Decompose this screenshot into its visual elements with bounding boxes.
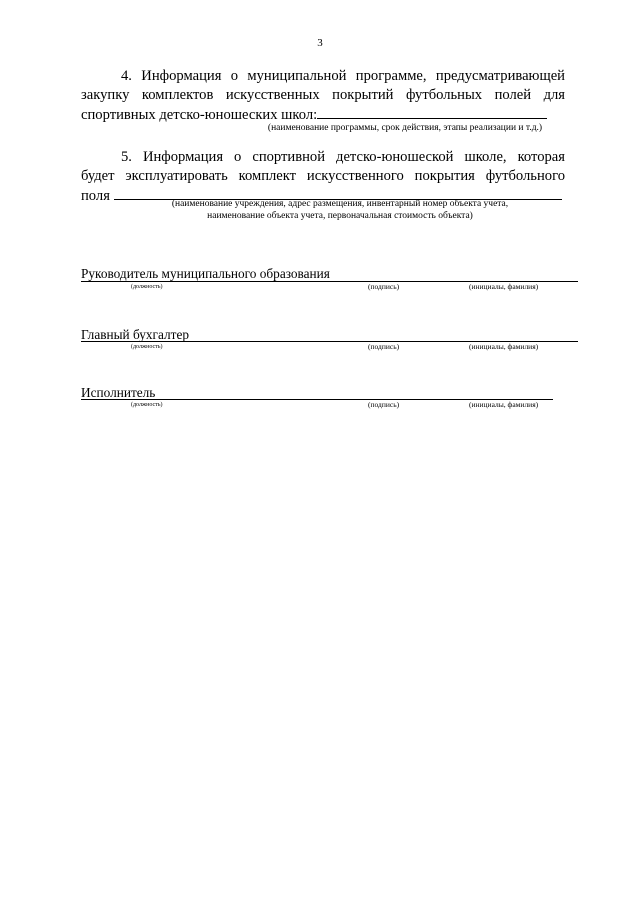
signature-caption: (подпись) [368, 342, 400, 351]
signature-title: Главный бухгалтер [81, 327, 190, 342]
position-caption: (должность) [131, 402, 163, 408]
section-5-line-1: 5. Информация о спортивной детско-юношеской школе, которая [121, 149, 565, 165]
signature-block-accountant [81, 327, 578, 357]
section-4-paragraph [81, 67, 565, 125]
page-number: 3 [317, 37, 323, 49]
section-5-line-2: будет эксплуатировать комплект искусственного покрытия футбольного [81, 168, 565, 184]
name-caption: (инициалы, фамилия) [469, 400, 539, 409]
program-hint: (наименование программы, срок действия, этапы реализации и т.д.) [267, 123, 543, 133]
section-4-line-1: 4. Информация о муниципальной программе, предусматривающей [121, 68, 565, 84]
signature-caption: (подпись) [368, 282, 400, 291]
section-4-line-2: закупку комплектов искусственных покрытий футбольных полей для [81, 87, 565, 103]
signature-title: Руководитель муниципального образования [81, 266, 330, 281]
signature-title: Исполнитель [81, 385, 156, 400]
signature-block-head [81, 266, 578, 296]
section-5-line-3-text: поля [81, 188, 110, 204]
section-4-line-3-text: спортивных детско-юношеских школ: [81, 107, 318, 123]
school-hint [130, 198, 550, 222]
name-caption: (инициалы, фамилия) [469, 282, 539, 291]
position-caption: (должность) [131, 344, 163, 350]
signature-block-executor [81, 385, 578, 415]
signature-caption: (подпись) [368, 400, 400, 409]
position-caption: (должность) [131, 284, 163, 290]
name-caption: (инициалы, фамилия) [469, 342, 539, 351]
school-hint-line-2: наименование объекта учета, первоначальная стоимость объекта) [207, 211, 473, 221]
school-hint-line-1: (наименование учреждения, адрес размещения, инвентарный номер объекта учета, [171, 199, 509, 209]
program-name-blank [317, 105, 547, 119]
